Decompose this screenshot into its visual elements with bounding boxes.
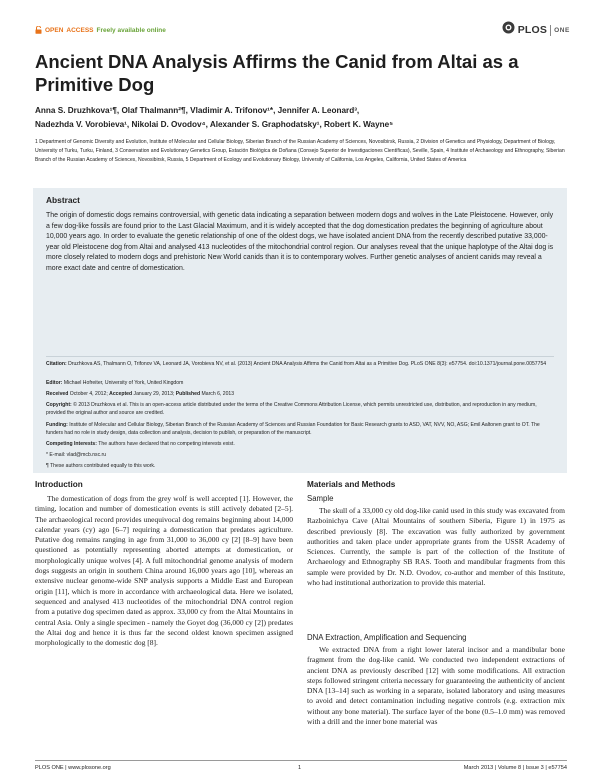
logo-plos-text: PLOS [517,24,548,36]
copyright-text: © 2013 Druzhkova et al. This is an open-access article distributed under the terms of the Creative Commons Attribution License, which permits unrestricted use, distribution, and reproduction in any medium, provided the original author and source are credited. [46,402,537,417]
received-date: October 4, 2012; [69,391,108,397]
author-list [35,104,570,132]
competing-text: The authors have declared that no competing interests exist. [98,441,235,447]
abstract-heading: Abstract [46,195,80,205]
accepted-label: Accepted [109,391,133,397]
published-date: March 6, 2013 [201,391,235,397]
access-label: ACCESS [66,26,94,34]
editor-text: Michael Hofreiter, University of York, United Kingdom [63,380,184,386]
funding [46,421,554,438]
funding-label: Funding: [46,422,68,428]
authors-line-1: Anna S. Druzhkova¹¶, Olaf Thalmann²¶, Vladimir A. Trifonov¹*, Jennifer A. Leonard³, [35,106,360,115]
plos-one-logo[interactable] [502,21,570,39]
dna-body [307,645,565,727]
citation-text: Druzhkova AS, Thalmann O, Trifonov VA, Leonard JA, Vorobieva NV, et al. (2013) Ancient DNA Analysis Affirms the Canid from Altai as a Primitive Dog. PLoS ONE 8(3): e57754. doi:10.1371/journal.pone.0057754 [68,361,547,367]
freely-available-label: Freely available online [96,26,166,34]
footer-journal[interactable]: PLOS ONE | www.plosone.org [35,765,111,771]
open-access-badge [35,26,166,34]
equal-contribution: ¶ These authors contributed equally to this work. [46,463,156,469]
plos-logo-icon [502,21,515,39]
copyright [46,401,554,418]
logo-one-text: ONE [554,26,570,34]
footer-page-number: 1 [298,765,302,771]
accepted-date: January 29, 2013; [133,391,175,397]
open-lock-icon [35,26,42,34]
email[interactable]: * E-mail: vlad@mcb.nsc.ru [46,452,107,458]
published-label: Published [175,391,201,397]
sample-body [307,506,565,588]
intro-paragraph: The domestication of dogs from the grey wolf is well accepted [1]. However, the timing, location and number of domestication events is still actively debated [2–5]. The archaeological record provides unequivocal dog remains beginning about 14,000 calendar years (cy) ago [6–7] requiring a domestication that predates agriculture. Putative dog remains ranging in age from 31,000 to 36,000 cy [2] [8–9] have been questioned as potentially representing aborted attempts at domestication, or morphologically unique wolves [4]. A full mitochondrial genome analysis of modern dogs suggests an origin in southern China around 16,000 years ago [10], whereas an extensive nuclear genome-wide SNP analysis supports a Middle East and European origin [11], which is more in accordance with archaeological data. Here we isolated, sequenced and analysed 413 nucleotides of the mitochondrial DNA control region from a putative dog specimen dated as approx. 33,000 cy from the Altai Mountains in central Asia. Only a single specimen - namely the Goyet dog (36,000 cy [2]) predates the Altai dog and hence it is thus far the second oldest known specimen assigned morphologically to the domestic dog [8]. [35,494,293,648]
intro-heading: Introduction [35,480,83,489]
dna-paragraph: We extracted DNA from a right lower lateral incisor and a mandibular bone fragment from the dog-like canid. We conducted two independent extractions of ancient DNA as previously described [12] with some modifications. All extraction steps followed stringent criteria necessary for guaranteeing the authenticity of ancient DNA [13–14] such as working in a separate, isolated laboratory and using measures to avoid and detect contamination including negative controls (e.g. extraction mix without any bone material). The surface layer of the bone (0.5–1.0 mm) was removed with a drill and the inner bone material was [307,645,565,727]
received-label: Received [46,391,69,397]
article-title: Ancient DNA Analysis Affirms the Canid from Altai as a Primitive Dog [35,51,519,95]
editor-label: Editor: [46,380,63,386]
dna-subheading: DNA Extraction, Amplification and Sequencing [307,633,467,642]
editor [46,379,554,387]
sample-subheading: Sample [307,494,334,503]
copyright-label: Copyright: [46,402,72,408]
affiliations: 1 Department of Genomic Diversity and Evolution, Institute of Molecular and Cellular Biology, Siberian Branch of the Russian Academy of Sciences, Novosibirsk, Russia, 2 Division of Genetics and Physiology, Department of Biology, University of Turku, Turku, Finland, 3 Conservation and Evolutionary Genetics Group, Estación Biológica de Doñana (Consejo Superior de Investigaciones Científicas), Seville, Spain, 4 Institute of Archaeology and Ethnography, Siberian Branch of the Russian Academy of Sciences, Novosibirsk, Russia, 5 Department of Ecology and Evolutionary Biology, University of California, Los Angeles, California, United States of America [35,139,565,163]
authors-line-2: Nadezhda V. Vorobieva¹, Nikolai D. Ovodov⁴, Alexander S. Graphodatsky¹, Robert K. Wayne⁵ [35,120,394,129]
abstract-text: The origin of domestic dogs remains controversial, with genetic data indicating a separation between modern dogs and wolves in the Late Pleistocene. However, only a few dog-like fossils are found prior to the Last Glacial Maximum, and it is widely accepted that the dog domestication predates the beginning of agriculture about 10,000 years ago. In order to evaluate the genetic relationship of one of the oldest dogs, we have isolated ancient DNA from the recently described putative 33,000-year old Pleistocene dog from Altai and analysed 413 nucleotides of the mitochondrial control region. Our analyses reveal that the unique haplotype of the Altai dog is more closely related to modern dogs and prehistoric New World canids than it is to contemporary wolves. Further genetic analyses of ancient canids may reveal a more exact date and centre of domestication. [46,212,554,272]
intro-body [35,494,293,648]
competing-interests [46,440,554,448]
methods-heading: Materials and Methods [307,480,396,489]
footer-rule [35,760,567,761]
dates [46,390,554,398]
logo-divider [550,25,551,36]
divider [46,356,554,357]
competing-label: Competing Interests: [46,441,97,447]
sample-paragraph: The skull of a 33,000 cy old dog-like canid used in this study was excavated from Razboinichya Cave (Altai Mountains of southern Siberia, Figure 1) in 1975 as described previously [8]. The excavation was fully authorized by government authorities and taken place under appropriate grants from the USSR Academy of Sciences. Currently, the sample is part of the collection of the Institute of Archaeology and Ethnography SB RAS. Tooth and mandibular fragments from this sample were provided by Dr. N.D. Ovodov, co-author and member of this Institute, who had institutional authorization to provide this material. [307,506,565,588]
open-label: OPEN [45,26,64,34]
citation [46,360,554,368]
footer-issue: March 2013 | Volume 8 | Issue 3 | e57754 [463,765,567,771]
funding-text: Institute of Molecular and Cellular Biology, Siberian Branch of the Russian Academy of Sciences and Russian Foundation for Basic Research grants to ASD, VAT, NVV, NO, ASG; Emil Aaltonen grant to OT. The funders had no role in study design, data collection and analysis, decision to publish, or preparation of the manuscript. [46,422,540,437]
citation-label: Citation: [46,361,67,367]
